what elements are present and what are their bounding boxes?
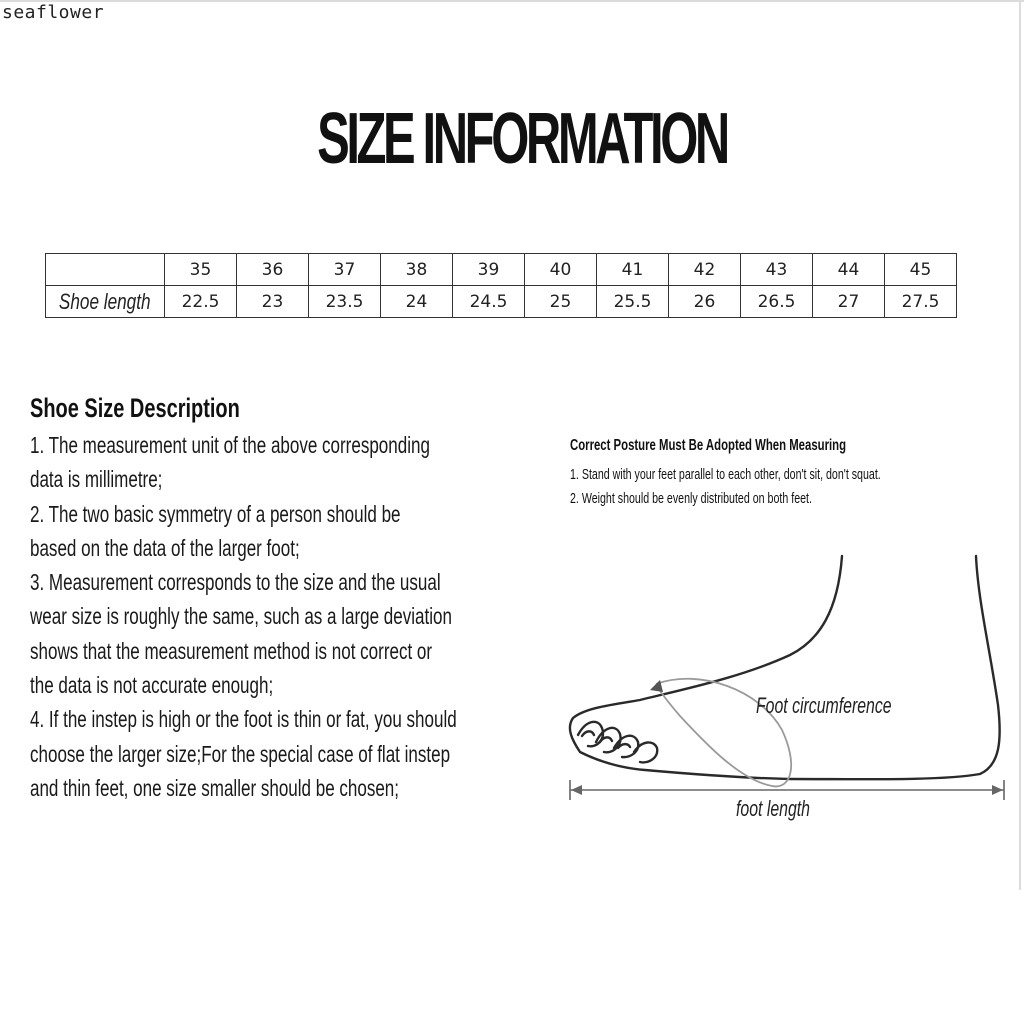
size-cell: 43	[741, 254, 813, 286]
length-cell: 22.5	[165, 286, 237, 318]
description-line: shows that the measurement method is not correct or	[30, 637, 433, 664]
description-line: 1. The measurement unit of the above corresponding	[30, 432, 430, 458]
posture-line: 1. Stand with your feet parallel to each other, don't sit, don't squat.	[570, 466, 881, 483]
description-line: 3. Measurement corresponds to the size and the usual	[30, 569, 441, 596]
size-cell: 44	[813, 254, 885, 286]
toenail	[618, 744, 630, 748]
description-line: choose the larger size;For the special case of flat instep	[30, 740, 451, 767]
length-cell: 23	[237, 286, 309, 318]
length-cell: 25.5	[597, 286, 669, 318]
length-cell: 24	[381, 286, 453, 318]
size-cell: 41	[597, 254, 669, 286]
description-line: wear size is roughly the same, such as a large deviation	[30, 603, 452, 630]
description-line: and thin feet, one size smaller should be chosen;	[30, 774, 400, 801]
length-cell: 26	[669, 286, 741, 318]
posture-line: 2. Weight should be evenly distributed on both feet.	[570, 490, 812, 507]
posture-title: Correct Posture Must Be Adopted When Measuring	[570, 437, 847, 454]
size-cell: 39	[453, 254, 525, 286]
arrow-left-icon	[571, 785, 582, 795]
size-cell: 40	[525, 254, 597, 286]
foot-outline	[570, 556, 1000, 779]
description-line: data is millimetre;	[30, 466, 163, 493]
length-cell: 23.5	[309, 286, 381, 318]
description-title: Shoe Size Description	[30, 393, 240, 423]
description-line: the data is not accurate enough;	[30, 672, 274, 699]
size-cell: 35	[165, 254, 237, 286]
length-cell: 24.5	[453, 286, 525, 318]
watermark: seaflower	[2, 2, 105, 23]
page-title: SIZE INFORMATION	[317, 99, 727, 179]
toe-outline	[596, 728, 621, 752]
length-cell: 27.5	[885, 286, 957, 318]
length-cell: 26.5	[741, 286, 813, 318]
foot-circumference-label: Foot circumference	[756, 693, 892, 718]
size-cell: 45	[885, 254, 957, 286]
size-cell: 42	[669, 254, 741, 286]
description-line: 4. If the instep is high or the foot is thin or fat, you should	[30, 706, 457, 733]
description-line: based on the data of the larger foot;	[30, 534, 300, 561]
arrow-right-icon	[992, 785, 1003, 795]
length-cell: 25	[525, 286, 597, 318]
toenail	[582, 731, 594, 736]
description-line: 2. The two basic symmetry of a person should be	[30, 500, 401, 527]
size-cell: 37	[309, 254, 381, 286]
foot-length-label: foot length	[736, 796, 810, 821]
shoe-length-label: Shoe length	[59, 288, 151, 314]
length-cell: 27	[813, 286, 885, 318]
size-cell: 36	[237, 254, 309, 286]
size-cell: 38	[381, 254, 453, 286]
